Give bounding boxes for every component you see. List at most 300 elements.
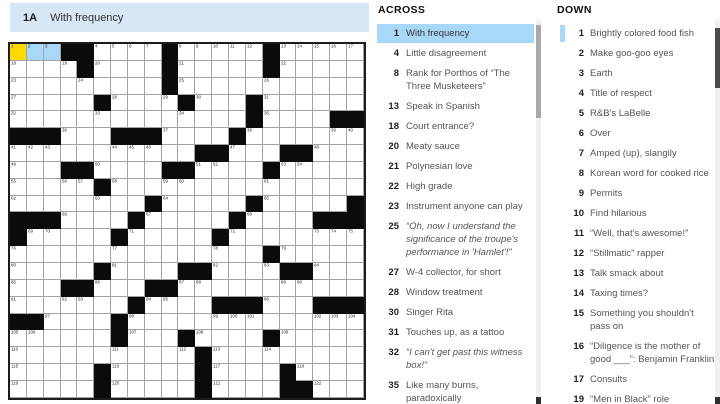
- grid-cell[interactable]: [313, 78, 330, 95]
- grid-cell[interactable]: [128, 364, 145, 381]
- grid-cell[interactable]: [162, 314, 179, 331]
- down-clue-2[interactable]: [556, 44, 720, 63]
- grid-cell[interactable]: [27, 347, 44, 364]
- grid-cell[interactable]: [162, 196, 179, 213]
- grid-cell[interactable]: [111, 196, 128, 213]
- grid-cell[interactable]: [330, 314, 347, 331]
- grid-cell[interactable]: [313, 229, 330, 246]
- grid-cell[interactable]: [330, 347, 347, 364]
- grid-cell[interactable]: [77, 330, 94, 347]
- grid-cell[interactable]: [330, 44, 347, 61]
- grid-cell[interactable]: [263, 381, 280, 398]
- grid-cell[interactable]: [128, 280, 145, 297]
- grid-cell[interactable]: [178, 381, 195, 398]
- grid-cell[interactable]: [280, 128, 297, 145]
- grid-cell[interactable]: [94, 196, 111, 213]
- grid-cell[interactable]: [280, 61, 297, 78]
- grid-cell[interactable]: [195, 297, 212, 314]
- grid-cell[interactable]: [313, 128, 330, 145]
- grid-cell[interactable]: [280, 246, 297, 263]
- grid-cell[interactable]: [111, 381, 128, 398]
- grid-cell[interactable]: [212, 381, 229, 398]
- grid-cell[interactable]: [178, 280, 195, 297]
- grid-cell[interactable]: [111, 179, 128, 196]
- down-clue-14[interactable]: [556, 284, 720, 303]
- grid-cell[interactable]: [27, 246, 44, 263]
- grid-cell[interactable]: [229, 44, 246, 61]
- grid-cell[interactable]: [77, 347, 94, 364]
- grid-cell[interactable]: [162, 263, 179, 280]
- grid-cell[interactable]: [330, 263, 347, 280]
- grid-cell[interactable]: [10, 263, 27, 280]
- grid-cell[interactable]: [61, 364, 78, 381]
- grid-cell[interactable]: [61, 246, 78, 263]
- grid-cell[interactable]: [212, 246, 229, 263]
- grid-cell[interactable]: [280, 280, 297, 297]
- grid-cell[interactable]: [61, 347, 78, 364]
- grid-cell[interactable]: [313, 61, 330, 78]
- grid-cell[interactable]: [162, 347, 179, 364]
- grid-cell[interactable]: [195, 78, 212, 95]
- grid-cell[interactable]: [94, 128, 111, 145]
- grid-cell[interactable]: [94, 44, 111, 61]
- grid-cell[interactable]: [280, 179, 297, 196]
- grid-cell[interactable]: [280, 314, 297, 331]
- down-clue-6[interactable]: [556, 124, 720, 143]
- grid-cell[interactable]: [44, 246, 61, 263]
- grid-cell[interactable]: [347, 78, 364, 95]
- grid-cell[interactable]: [263, 95, 280, 112]
- grid-cell[interactable]: [10, 381, 27, 398]
- grid-cell[interactable]: [178, 364, 195, 381]
- grid-cell[interactable]: [347, 162, 364, 179]
- grid-cell[interactable]: [44, 196, 61, 213]
- grid-cell[interactable]: [212, 280, 229, 297]
- grid-cell[interactable]: [229, 95, 246, 112]
- down-clue-15[interactable]: [556, 304, 720, 336]
- grid-cell[interactable]: [27, 179, 44, 196]
- grid-cell[interactable]: [128, 61, 145, 78]
- down-clue-11[interactable]: [556, 224, 720, 243]
- grid-cell[interactable]: [44, 162, 61, 179]
- grid-cell[interactable]: [145, 381, 162, 398]
- grid-cell[interactable]: [44, 347, 61, 364]
- grid-cell[interactable]: [10, 78, 27, 95]
- grid-cell[interactable]: [145, 61, 162, 78]
- grid-cell[interactable]: [178, 314, 195, 331]
- grid-cell[interactable]: [111, 61, 128, 78]
- grid-cell[interactable]: [263, 263, 280, 280]
- grid-cell[interactable]: [27, 364, 44, 381]
- grid-cell[interactable]: [212, 61, 229, 78]
- grid-cell[interactable]: [296, 364, 313, 381]
- grid-cell[interactable]: [162, 128, 179, 145]
- grid-cell[interactable]: [128, 263, 145, 280]
- grid-cell[interactable]: [263, 297, 280, 314]
- grid-cell[interactable]: [128, 179, 145, 196]
- grid-cell[interactable]: [313, 162, 330, 179]
- grid-cell[interactable]: [263, 145, 280, 162]
- grid-cell[interactable]: [296, 179, 313, 196]
- grid-cell[interactable]: [229, 381, 246, 398]
- grid-cell[interactable]: [178, 297, 195, 314]
- grid-cell[interactable]: [330, 330, 347, 347]
- down-scrollbar-end[interactable]: [715, 397, 720, 404]
- across-clue-18[interactable]: [377, 117, 534, 136]
- grid-cell[interactable]: [111, 347, 128, 364]
- grid-cell[interactable]: [145, 246, 162, 263]
- grid-cell[interactable]: [229, 347, 246, 364]
- grid-cell[interactable]: [330, 229, 347, 246]
- grid-cell[interactable]: [145, 162, 162, 179]
- grid-cell[interactable]: [44, 381, 61, 398]
- grid-cell[interactable]: [296, 229, 313, 246]
- down-clue-16[interactable]: [556, 337, 720, 369]
- grid-cell[interactable]: [296, 44, 313, 61]
- grid-cell[interactable]: [145, 95, 162, 112]
- grid-cell[interactable]: [296, 128, 313, 145]
- grid-cell[interactable]: [111, 44, 128, 61]
- grid-cell[interactable]: [111, 78, 128, 95]
- grid-cell[interactable]: [212, 347, 229, 364]
- across-clue-20[interactable]: [377, 137, 534, 156]
- grid-cell[interactable]: [347, 246, 364, 263]
- grid-cell[interactable]: [10, 280, 27, 297]
- grid-cell[interactable]: [229, 246, 246, 263]
- grid-cell[interactable]: [111, 263, 128, 280]
- grid-cell[interactable]: [94, 61, 111, 78]
- grid-cell[interactable]: [61, 111, 78, 128]
- grid-cell[interactable]: [313, 111, 330, 128]
- down-clue-19[interactable]: [556, 390, 720, 404]
- grid-cell[interactable]: [246, 330, 263, 347]
- grid-cell[interactable]: [178, 44, 195, 61]
- grid-cell[interactable]: [195, 128, 212, 145]
- grid-cell[interactable]: [94, 330, 111, 347]
- grid-cell[interactable]: [178, 179, 195, 196]
- grid-cell[interactable]: [145, 111, 162, 128]
- grid-cell[interactable]: [10, 196, 27, 213]
- crossword-grid[interactable]: [8, 42, 366, 400]
- grid-cell[interactable]: [61, 229, 78, 246]
- grid-cell[interactable]: [162, 145, 179, 162]
- grid-cell[interactable]: [296, 78, 313, 95]
- grid-cell[interactable]: [145, 229, 162, 246]
- grid-cell[interactable]: [145, 364, 162, 381]
- grid-cell[interactable]: [246, 179, 263, 196]
- grid-cell[interactable]: [61, 95, 78, 112]
- grid-cell[interactable]: [27, 229, 44, 246]
- grid-cell[interactable]: [330, 95, 347, 112]
- grid-cell[interactable]: [61, 128, 78, 145]
- grid-cell[interactable]: [347, 347, 364, 364]
- grid-cell[interactable]: [178, 196, 195, 213]
- grid-cell[interactable]: [246, 212, 263, 229]
- grid-cell[interactable]: [44, 229, 61, 246]
- grid-cell[interactable]: [195, 44, 212, 61]
- grid-cell[interactable]: [246, 44, 263, 61]
- grid-cell[interactable]: [313, 44, 330, 61]
- grid-cell[interactable]: [313, 196, 330, 213]
- across-clue-8[interactable]: [377, 64, 534, 96]
- grid-cell[interactable]: [263, 179, 280, 196]
- grid-cell[interactable]: [178, 61, 195, 78]
- down-scrollbar-thumb[interactable]: [715, 28, 720, 88]
- grid-cell[interactable]: [44, 95, 61, 112]
- grid-cell[interactable]: [10, 330, 27, 347]
- grid-cell[interactable]: [178, 78, 195, 95]
- grid-cell[interactable]: [195, 196, 212, 213]
- grid-cell[interactable]: [178, 145, 195, 162]
- grid-cell[interactable]: [296, 246, 313, 263]
- grid-cell[interactable]: [229, 330, 246, 347]
- grid-cell[interactable]: [263, 347, 280, 364]
- grid-cell[interactable]: [263, 196, 280, 213]
- grid-cell[interactable]: [195, 61, 212, 78]
- grid-cell[interactable]: [313, 364, 330, 381]
- grid-cell[interactable]: [145, 145, 162, 162]
- grid-cell[interactable]: [195, 280, 212, 297]
- grid-cell[interactable]: [77, 179, 94, 196]
- grid-cell[interactable]: [212, 364, 229, 381]
- across-clue-31[interactable]: [377, 323, 534, 342]
- grid-cell[interactable]: [280, 78, 297, 95]
- grid-cell[interactable]: [77, 263, 94, 280]
- grid-cell[interactable]: [246, 229, 263, 246]
- grid-cell[interactable]: [162, 364, 179, 381]
- grid-cell[interactable]: [212, 263, 229, 280]
- grid-cell[interactable]: [128, 229, 145, 246]
- across-clue-13[interactable]: [377, 97, 534, 116]
- grid-cell[interactable]: [128, 246, 145, 263]
- grid-cell[interactable]: [296, 196, 313, 213]
- grid-cell[interactable]: [347, 364, 364, 381]
- grid-cell[interactable]: [10, 44, 27, 61]
- grid-cell[interactable]: [195, 246, 212, 263]
- down-clue-4[interactable]: [556, 84, 720, 103]
- grid-cell[interactable]: [195, 314, 212, 331]
- grid-cell[interactable]: [111, 364, 128, 381]
- grid-cell[interactable]: [77, 111, 94, 128]
- grid-cell[interactable]: [77, 196, 94, 213]
- grid-cell[interactable]: [77, 128, 94, 145]
- grid-cell[interactable]: [212, 179, 229, 196]
- grid-cell[interactable]: [280, 44, 297, 61]
- grid-cell[interactable]: [128, 314, 145, 331]
- grid-cell[interactable]: [128, 330, 145, 347]
- grid-cell[interactable]: [61, 330, 78, 347]
- grid-cell[interactable]: [296, 162, 313, 179]
- grid-cell[interactable]: [44, 111, 61, 128]
- grid-cell[interactable]: [263, 212, 280, 229]
- grid-cell[interactable]: [44, 330, 61, 347]
- grid-cell[interactable]: [61, 78, 78, 95]
- grid-cell[interactable]: [212, 330, 229, 347]
- grid-cell[interactable]: [77, 78, 94, 95]
- grid-cell[interactable]: [94, 347, 111, 364]
- grid-cell[interactable]: [145, 347, 162, 364]
- grid-cell[interactable]: [246, 246, 263, 263]
- down-clue-9[interactable]: [556, 184, 720, 203]
- grid-cell[interactable]: [246, 347, 263, 364]
- grid-cell[interactable]: [296, 95, 313, 112]
- grid-cell[interactable]: [128, 95, 145, 112]
- grid-cell[interactable]: [229, 314, 246, 331]
- grid-cell[interactable]: [313, 347, 330, 364]
- grid-cell[interactable]: [61, 212, 78, 229]
- grid-cell[interactable]: [313, 95, 330, 112]
- grid-cell[interactable]: [313, 381, 330, 398]
- grid-cell[interactable]: [10, 162, 27, 179]
- grid-cell[interactable]: [195, 229, 212, 246]
- grid-cell[interactable]: [347, 128, 364, 145]
- grid-cell[interactable]: [111, 246, 128, 263]
- grid-cell[interactable]: [263, 314, 280, 331]
- grid-cell[interactable]: [212, 196, 229, 213]
- grid-cell[interactable]: [44, 179, 61, 196]
- grid-cell[interactable]: [145, 314, 162, 331]
- grid-cell[interactable]: [162, 95, 179, 112]
- grid-cell[interactable]: [10, 145, 27, 162]
- grid-cell[interactable]: [128, 78, 145, 95]
- across-clue-28[interactable]: [377, 283, 534, 302]
- grid-cell[interactable]: [145, 78, 162, 95]
- grid-cell[interactable]: [77, 364, 94, 381]
- grid-cell[interactable]: [145, 263, 162, 280]
- grid-cell[interactable]: [44, 145, 61, 162]
- across-scrollbar[interactable]: [536, 20, 541, 404]
- grid-cell[interactable]: [229, 364, 246, 381]
- grid-cell[interactable]: [10, 179, 27, 196]
- down-clue-10[interactable]: [556, 204, 720, 223]
- grid-cell[interactable]: [229, 229, 246, 246]
- grid-cell[interactable]: [27, 111, 44, 128]
- grid-cell[interactable]: [212, 78, 229, 95]
- grid-cell[interactable]: [212, 111, 229, 128]
- grid-cell[interactable]: [330, 162, 347, 179]
- grid-cell[interactable]: [27, 196, 44, 213]
- grid-cell[interactable]: [10, 347, 27, 364]
- grid-cell[interactable]: [246, 162, 263, 179]
- grid-cell[interactable]: [27, 381, 44, 398]
- grid-cell[interactable]: [330, 78, 347, 95]
- grid-cell[interactable]: [296, 212, 313, 229]
- grid-cell[interactable]: [347, 280, 364, 297]
- grid-cell[interactable]: [347, 44, 364, 61]
- grid-cell[interactable]: [77, 212, 94, 229]
- grid-cell[interactable]: [195, 212, 212, 229]
- grid-cell[interactable]: [111, 297, 128, 314]
- grid-cell[interactable]: [10, 246, 27, 263]
- grid-cell[interactable]: [263, 111, 280, 128]
- grid-cell[interactable]: [61, 179, 78, 196]
- grid-cell[interactable]: [280, 347, 297, 364]
- grid-cell[interactable]: [77, 145, 94, 162]
- grid-cell[interactable]: [313, 145, 330, 162]
- grid-cell[interactable]: [263, 78, 280, 95]
- grid-cell[interactable]: [27, 162, 44, 179]
- grid-cell[interactable]: [111, 111, 128, 128]
- grid-cell[interactable]: [246, 128, 263, 145]
- grid-cell[interactable]: [296, 61, 313, 78]
- grid-cell[interactable]: [246, 78, 263, 95]
- grid-cell[interactable]: [61, 196, 78, 213]
- down-clue-1[interactable]: [556, 24, 720, 43]
- grid-cell[interactable]: [145, 330, 162, 347]
- down-clue-12[interactable]: [556, 244, 720, 263]
- grid-cell[interactable]: [10, 364, 27, 381]
- grid-cell[interactable]: [229, 111, 246, 128]
- grid-cell[interactable]: [178, 229, 195, 246]
- grid-cell[interactable]: [94, 246, 111, 263]
- grid-cell[interactable]: [296, 297, 313, 314]
- across-clue-27[interactable]: [377, 263, 534, 282]
- grid-cell[interactable]: [162, 330, 179, 347]
- grid-cell[interactable]: [162, 246, 179, 263]
- grid-cell[interactable]: [94, 229, 111, 246]
- grid-cell[interactable]: [111, 145, 128, 162]
- grid-cell[interactable]: [128, 111, 145, 128]
- grid-cell[interactable]: [296, 111, 313, 128]
- grid-cell[interactable]: [145, 44, 162, 61]
- grid-cell[interactable]: [212, 212, 229, 229]
- grid-cell[interactable]: [229, 61, 246, 78]
- grid-cell[interactable]: [280, 212, 297, 229]
- grid-cell[interactable]: [44, 44, 61, 61]
- grid-cell[interactable]: [162, 179, 179, 196]
- grid-cell[interactable]: [280, 196, 297, 213]
- grid-cell[interactable]: [10, 95, 27, 112]
- grid-cell[interactable]: [330, 246, 347, 263]
- grid-cell[interactable]: [145, 297, 162, 314]
- grid-cell[interactable]: [195, 95, 212, 112]
- grid-cell[interactable]: [296, 280, 313, 297]
- grid-cell[interactable]: [44, 364, 61, 381]
- grid-cell[interactable]: [313, 263, 330, 280]
- grid-cell[interactable]: [27, 280, 44, 297]
- grid-cell[interactable]: [195, 179, 212, 196]
- grid-cell[interactable]: [229, 196, 246, 213]
- grid-cell[interactable]: [229, 280, 246, 297]
- grid-cell[interactable]: [77, 381, 94, 398]
- grid-cell[interactable]: [27, 263, 44, 280]
- grid-cell[interactable]: [128, 196, 145, 213]
- grid-cell[interactable]: [94, 212, 111, 229]
- grid-cell[interactable]: [44, 78, 61, 95]
- grid-cell[interactable]: [246, 381, 263, 398]
- grid-cell[interactable]: [111, 212, 128, 229]
- grid-cell[interactable]: [330, 179, 347, 196]
- grid-cell[interactable]: [162, 111, 179, 128]
- across-clue-22[interactable]: [377, 177, 534, 196]
- grid-cell[interactable]: [195, 111, 212, 128]
- grid-cell[interactable]: [145, 212, 162, 229]
- grid-cell[interactable]: [280, 111, 297, 128]
- across-clue-4[interactable]: [377, 44, 534, 63]
- grid-cell[interactable]: [263, 364, 280, 381]
- grid-cell[interactable]: [330, 145, 347, 162]
- grid-cell[interactable]: [10, 111, 27, 128]
- grid-cell[interactable]: [229, 162, 246, 179]
- grid-cell[interactable]: [61, 61, 78, 78]
- grid-cell[interactable]: [212, 128, 229, 145]
- grid-cell[interactable]: [61, 263, 78, 280]
- grid-cell[interactable]: [246, 61, 263, 78]
- grid-cell[interactable]: [27, 330, 44, 347]
- grid-cell[interactable]: [280, 330, 297, 347]
- grid-cell[interactable]: [229, 263, 246, 280]
- grid-cell[interactable]: [44, 263, 61, 280]
